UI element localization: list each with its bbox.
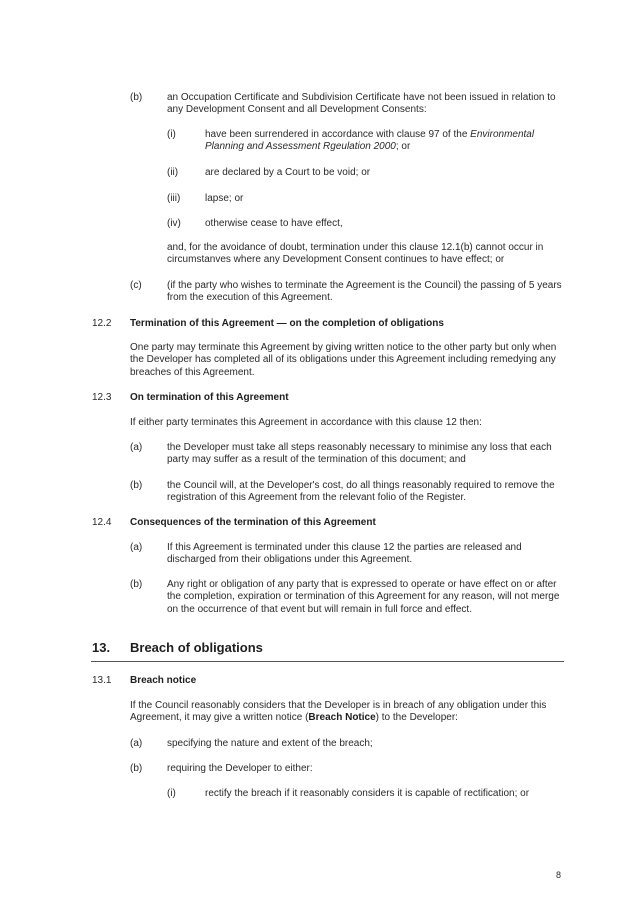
clause-12-3-a-label: (a) bbox=[130, 442, 143, 453]
clause-12-3-number: 12.3 bbox=[92, 392, 112, 403]
section-divider bbox=[91, 661, 564, 662]
clause-13-1-b-i-label: (i) bbox=[167, 788, 176, 799]
clause-13-1-b-i-text: rectify the breach if it reasonably considers it is capable of rectification; or bbox=[205, 788, 530, 799]
page-number: 8 bbox=[556, 870, 562, 880]
clause-12-2-number: 12.2 bbox=[92, 318, 112, 329]
item-b-text: an Occupation Certificate and Subdivision Certificate have not been issued in relation to any Development Consent and all Development Consents: bbox=[167, 92, 556, 116]
avoidance-paragraph: and, for the avoidance of doubt, termination under this clause 12.1(b) cannot occur in circumstanves where any Development Consent continues to have effect; or bbox=[167, 242, 544, 266]
subitem-i-text: have been surrendered in accordance with clause 97 of the Environmental Planning and Assessment Rgeulation 2000; or bbox=[205, 129, 535, 153]
clause-12-3-b-text: the Council will, at the Developer's cost, do all things reasonably required to remove the registration of this Agreement from the relevant folio of the Register. bbox=[167, 480, 555, 504]
item-b-label: (b) bbox=[130, 92, 143, 103]
subitem-ii-text: are declared by a Court to be void; or bbox=[205, 167, 371, 178]
section-13-number: 13. bbox=[92, 640, 111, 655]
subitem-iii-text: lapse; or bbox=[205, 193, 244, 204]
clause-12-4-b-text: Any right or obligation of any party that is expressed to operate or have effect on or after the completion, expiration or termination of this Agreement for any reason, will not merge on the occurrence of that event but will remain in full force and effect. bbox=[167, 579, 560, 615]
clause-12-3-heading: On termination of this Agreement bbox=[130, 392, 289, 403]
clause-13-1-number: 13.1 bbox=[92, 675, 112, 686]
clause-13-1-a-text: specifying the nature and extent of the breach; bbox=[167, 738, 373, 749]
subitem-ii-label: (ii) bbox=[167, 167, 179, 178]
clause-13-1-heading: Breach notice bbox=[130, 675, 197, 686]
clause-12-3-b-label: (b) bbox=[130, 480, 143, 491]
subitem-iv-label: (iv) bbox=[167, 218, 181, 229]
clause-13-1-a-label: (a) bbox=[130, 738, 143, 749]
clause-13-1-b-text: requiring the Developer to either: bbox=[167, 763, 313, 774]
item-c-label: (c) bbox=[130, 280, 142, 291]
subitem-i-label: (i) bbox=[167, 129, 176, 140]
section-13-heading: Breach of obligations bbox=[130, 640, 263, 655]
clause-12-2-heading: Termination of this Agreement — on the completion of obligations bbox=[130, 318, 444, 329]
subitem-iii-label: (iii) bbox=[167, 193, 181, 204]
clause-12-4-heading: Consequences of the termination of this Agreement bbox=[130, 517, 376, 528]
clause-12-4-number: 12.4 bbox=[92, 517, 112, 528]
clause-12-2-body: One party may terminate this Agreement by giving written notice to the other party but only when the Developer has completed all of its obligations under this Agreement including remedying any breaches of this Agreement. bbox=[130, 342, 557, 378]
clause-12-3-intro: If either party terminates this Agreement in accordance with this clause 12 then: bbox=[130, 417, 482, 428]
item-c-text: (if the party who wishes to terminate the Agreement is the Council) the passing of 5 years from the execution of this Agreement. bbox=[167, 280, 562, 304]
subitem-iv-text: otherwise cease to have effect, bbox=[205, 218, 343, 229]
clause-12-3-a-text: the Developer must take all steps reasonably necessary to minimise any loss that each party may suffer as a result of the termination of this document; and bbox=[167, 442, 552, 466]
clause-12-4-a-text: If this Agreement is terminated under this clause 12 the parties are released and discharged from their obligations under this Agreement. bbox=[167, 542, 522, 566]
clause-13-1-b-label: (b) bbox=[130, 763, 143, 774]
clause-12-4-b-label: (b) bbox=[130, 579, 143, 590]
clause-12-4-a-label: (a) bbox=[130, 542, 143, 553]
clause-13-1-body: If the Council reasonably considers that the Developer is in breach of any obligation under this Agreement, it may give a written notice (Breach Notice) to the Developer: bbox=[130, 700, 547, 724]
